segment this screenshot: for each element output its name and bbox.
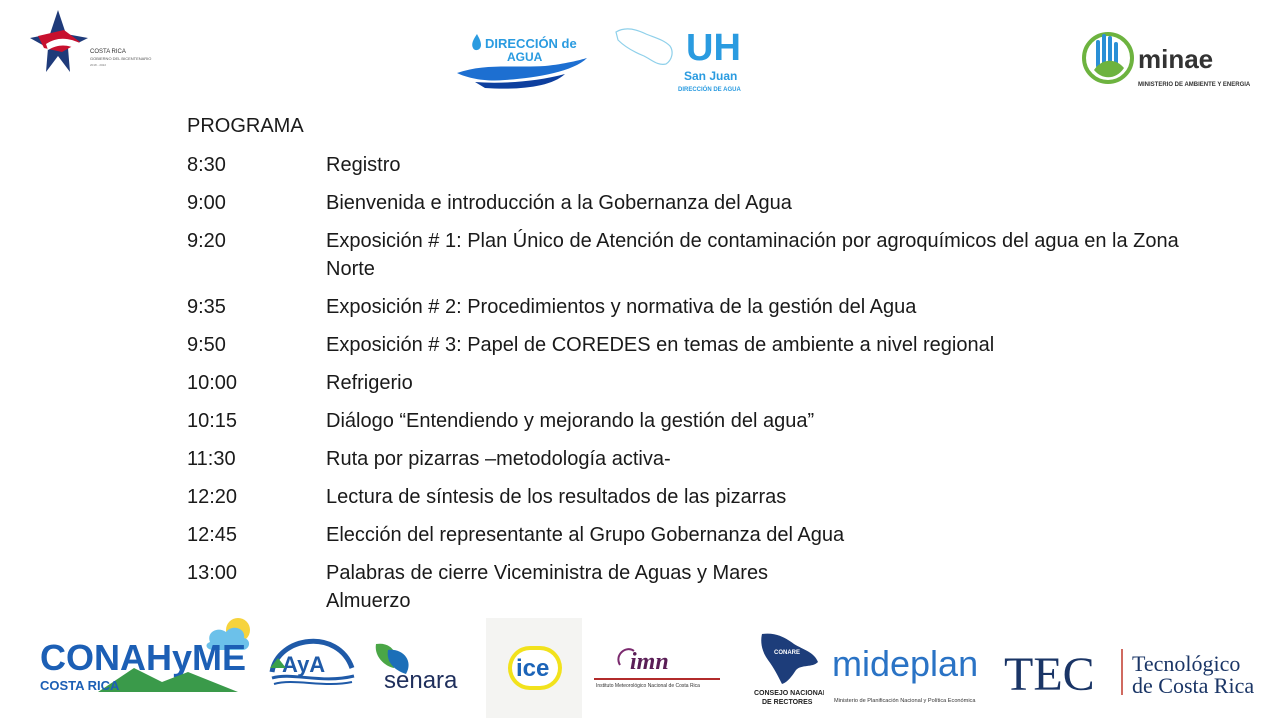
schedule-time: 8:30 [187,154,226,176]
schedule-description [326,189,1197,217]
imn-logo [590,635,725,695]
schedule-time: 12:45 [187,524,238,546]
program-schedule [187,113,1197,625]
conare-line1: CONSEJO NACIONAL [754,690,824,697]
schedule-list [187,151,1197,615]
schedule-row [187,189,1197,217]
minae-logo-name: minae [1138,44,1214,74]
program-heading: PROGRAMA [187,115,304,137]
cr-logo-line2: GOBIERNO DEL BICENTENARIO [90,56,152,61]
schedule-time: 10:00 [187,372,238,394]
schedule-description-text: Palabras de cierre Viceministra de Aguas y Mares [326,562,769,584]
conare-logo [752,628,824,706]
schedule-description-text-2: Almuerzo [326,590,411,612]
schedule-row [187,407,1197,435]
mideplan-name: mideplan [832,643,979,684]
schedule-description [326,521,1197,549]
schedule-description [326,407,1197,435]
conare-line2: DE RECTORES [762,699,813,706]
schedule-description [326,445,1197,473]
schedule-row [187,293,1197,321]
tec-logo [1004,645,1262,700]
uh-san-juan-logo [612,22,752,97]
schedule-description [326,483,1197,511]
schedule-time: 9:50 [187,334,226,356]
tec-line1: Tecnológico [1132,651,1241,676]
senara-logo [370,640,482,692]
schedule-row [187,445,1197,473]
schedule-time: 9:35 [187,296,226,318]
imn-name: imn [630,649,669,675]
costa-rica-map-icon [761,634,818,684]
uh-logo-big: UH [686,27,741,69]
conahyme-logo [38,612,263,697]
cr-logo-line3: 2018 - 2022 [90,63,107,67]
schedule-description-text: Bienvenida e introducción a la Gobernanza del Agua [326,192,792,214]
conahyme-name: CONAHyME [40,637,247,678]
schedule-row [187,559,1197,615]
direccion-de-agua-logo [455,28,590,93]
schedule-time: 9:20 [187,230,226,252]
senara-name: senara [384,667,458,692]
conahyme-sub: COSTA RICA [40,678,120,693]
schedule-row [187,369,1197,397]
uh-logo-sub: DIRECCIÓN DE AGUA [678,87,741,93]
river-basin-map-icon [616,29,672,64]
costa-rica-star-icon [28,8,168,78]
minae-logo [1080,28,1260,93]
schedule-time: 12:20 [187,486,238,508]
schedule-description-text: Elección del representante al Grupo Gobernanza del Agua [326,524,845,546]
water-drop-icon [472,34,481,50]
ice-logo [486,618,582,718]
conare-badge: CONARE [774,650,801,656]
schedule-row [187,521,1197,549]
schedule-description-text: Diálogo “Entendiendo y mejorando la gestión del agua” [326,410,815,432]
schedule-time: 9:00 [187,192,226,214]
schedule-description-text: Exposición # 1: Plan Único de Atención de contaminación por agroquímicos del agua en la Zona Norte [326,230,1179,280]
schedule-description-text: Exposición # 3: Papel de COREDES en temas de ambiente a nivel regional [326,334,995,356]
uh-logo-name: San Juan [684,69,738,83]
da-logo-line2: AGUA [507,50,543,64]
da-logo-line1: DIRECCIÓN de [485,36,577,51]
tec-abbr: TEC [1004,648,1095,700]
ice-name: ice [516,655,550,682]
schedule-description-text: Exposición # 2: Procedimientos y normativa de la gestión del Agua [326,296,917,318]
schedule-time: 11:30 [187,448,236,470]
schedule-description [326,151,1197,179]
schedule-row [187,151,1197,179]
schedule-description [326,227,1197,283]
cr-logo-line1: COSTA RICA [90,49,126,55]
schedule-description [326,293,1197,321]
mideplan-logo [832,640,988,706]
schedule-time: 13:00 [187,562,238,584]
schedule-description [326,559,1197,615]
schedule-row [187,227,1197,283]
imn-sub: Instituto Meteorológico Nacional de Costa Rica [596,683,700,689]
schedule-description-text: Refrigerio [326,372,413,394]
schedule-row [187,483,1197,511]
minae-logo-sub: MINISTERIO DE AMBIENTE Y ENERGIA [1138,82,1251,88]
schedule-description [326,331,1197,359]
schedule-description [326,369,1197,397]
schedule-time: 10:15 [187,410,238,432]
mideplan-sub: Ministerio de Planificación Nacional y Política Económica [834,698,976,704]
aya-logo [268,628,358,688]
schedule-description-text: Registro [326,154,401,176]
aya-name: AyA [282,652,326,677]
tec-line2: de Costa Rica [1132,673,1255,698]
schedule-row [187,331,1197,359]
costa-rica-government-logo [28,8,168,78]
schedule-description-text: Ruta por pizarras –metodología activa- [326,448,671,470]
schedule-description-text: Lectura de síntesis de los resultados de las pizarras [326,486,787,508]
